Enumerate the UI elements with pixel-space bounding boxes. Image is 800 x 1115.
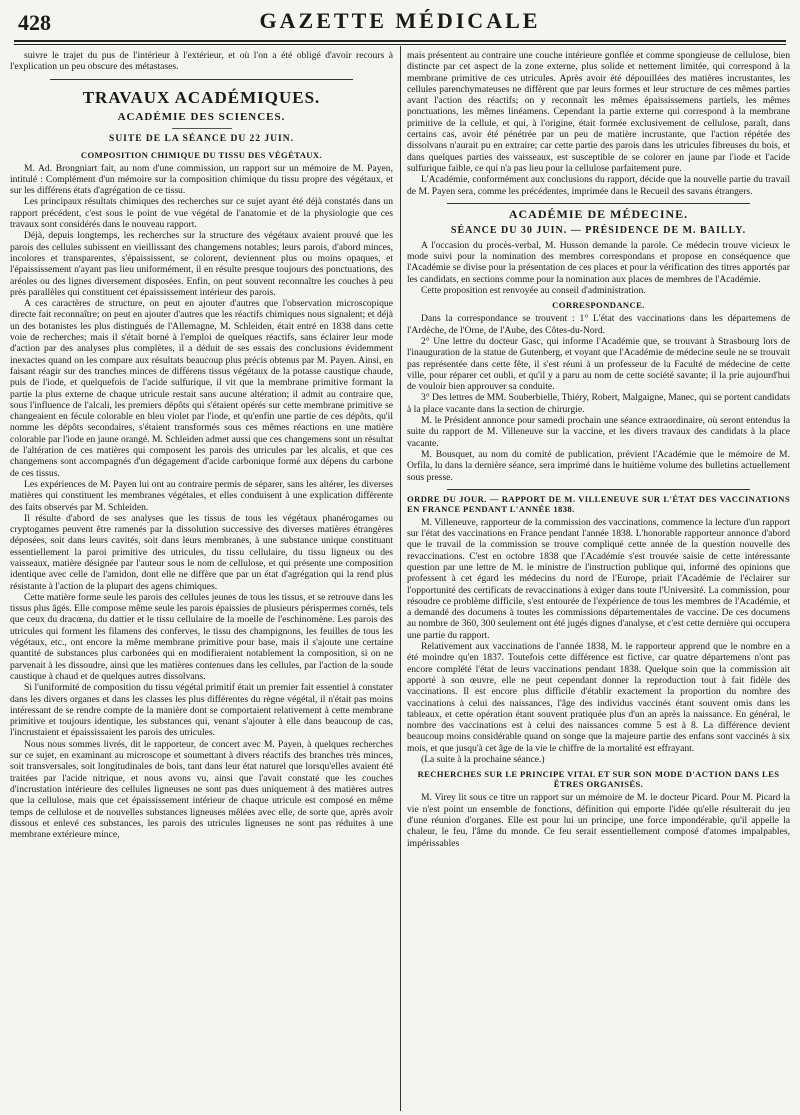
- paragraph: Les expériences de M. Payen lui ont au contraire permis de séparer, sans les altérer, les diverses matières qui constituent les membranes végétales, et elles conduisent à une explication différente des faits observés par M. Schleiden.: [10, 478, 393, 513]
- paragraph: M. Villeneuve, rapporteur de la commission des vaccinations, commence la lecture d'un rapport sur l'état des vaccinations en France pendant l'année 1838. L'honorable rapporteur annonce d'abord que le travail de la commission se trouve compliqué cette année de la question nouvelle des revaccinations. C'est en octobre 1838 que l'Académie s'est trouvée saisie de cette intéressante question par une lettre de M. le ministre de l'instruction publique qui, informé des opinions que professent à cet égard les médecins du nord de l'Europe, priait l'Académie de l'éclairer sur l'opportunité des certificats de revaccinations à exiger dans toute l'Université. La commission, pour résoudre ce problème difficile, s'est entourée de l'expérience de tous les membres de l'Académie, et a demandé des documens à toutes les commissions départementales de vaccine. De ces documens au nombre de 360, 300 seulement ont été jugés dignes d'analyse, et c'est cette dernière qui occupera une partie du rapport.: [407, 516, 790, 641]
- paragraph: Dans la correspondance se trouvent : 1° L'état des vaccinations dans les départemens de l'Ardèche, de l'Orne, de l'Aube, des Côtes-du-Nord.: [407, 313, 790, 336]
- paragraph: Si l'uniformité de composition du tissu végétal primitif était un premier fait essentiel à constater dans les divers organes et dans les classes les plus différentes du règne végétal, il n'était pas moins intéressant de se rendre compte de la manière dont se comportaient relativement à cette membrane primitive et toujours identique, les substances qui, venant s'ajouter à elle dans beaucoup de cas, l'incrustaient et épaississaient les parois des utricules.: [10, 682, 393, 739]
- page-header: [14, 6, 786, 40]
- paragraph: A ces caractères de structure, on peut en ajouter d'autres que l'observation microscopique directe fait reconnaître; on peut en ajouter d'autres que les réactifs chimiques nous signalent; et déjà un des botanistes les plus distingués de l'Allemagne, M. Schleiden, était entré en 1838 dans cette voie de recherches; mais il s'était borné à l'emploi de quelques réactifs, sans éclairer leur mode d'action par des analyses plus complètes, il a déduit de ses essais des conclusions évidemment inexactes quand on les compare aux résultats beaucoup plus précis obtenus par M. Payen. Ainsi, en faisant réagir sur des tranches minces de différens tissus végétaux de la potasse caustique chaude, puis de l'iode, et quelquefois de l'acide sulfurique, il vit que la membrane primitive formant la partie la plus externe de chaque utricule restait sans aucune altération; il admit au contraire que, sous l'influence de l'alcali, les premiers dépôts qui s'étaient opérés sur cette membrane primitive se changeaient en fécule colorable en bleu violet par l'iode, et qu'enfin une partie de ces dépôts, qu'il nomme les dépôts secondaires, s'étaient transformés sous ces mêmes réactions en une matière colorable par l'iode en jaune orangé. M. Schleiden admet aussi que ces changemens sont un résultat de l'altération de ces matières qui composent les parois des utricules par les alcalis, et que ces changemens sont accompagnés d'un dégagement d'acide carbonique formé aux dépens du carbone de ces tissus.: [10, 298, 393, 479]
- topic-heading: COMPOSITION CHIMIQUE DU TISSU DES VÉGÉTAUX.: [80, 149, 323, 160]
- paragraph: 2° Une lettre du docteur Gasc, qui informe l'Académie que, se trouvant à Strasbourg lors de l'inauguration de la statue de Gutenberg, et voyant que l'Académie de médecine seule ne se trouvait pas représentée dans cette fête, il s'est réuni à un professeur de la Faculté de médecine de cette ville, pour réparer cet oubli, et qu'il y a paru au nom de cette société savante; il la prie aujourd'hui de vouloir bien approuver sa conduite.: [407, 335, 790, 393]
- paragraph: M. Ad. Brongniart fait, au nom d'une commission, un rapport sur un mémoire de M. Payen, intitulé : Complément d'un mémoire sur la composition chimique du tissu propre des végétaux, et sur les différens états d'agrégation de ce tissu.: [10, 162, 393, 197]
- right-column: [407, 50, 790, 849]
- section-title: TRAVAUX ACADÉMIQUES.: [82, 87, 321, 107]
- section-separator: [50, 79, 353, 80]
- academy-heading: ACADÉMIE DES SCIENCES.: [117, 110, 286, 123]
- paragraph: M. Bousquet, au nom du comité de publication, prévient l'Académie que le mémoire de M. Orfila, lu dans la dernière séance, sera imprimé dans le huitième volume des bulletins actuellement sous presse.: [407, 448, 790, 483]
- paragraph: mais présentent au contraire une couche intérieure gonflée et comme spongieuse de cellulose, bien distincte par cet aspect de la zone externe, plus solide et nettement limitée, qui correspond à la membrane primitive de ces utricules. Après avoir été dépouillées des matières incrustantes, les cellules parenchymateuses ne diffèrent que par leurs formes et leur structure de ces mêmes parties avant l'action des réactifs; on y reconnaît les mêmes épaississemens partiels, les mêmes ponctuations, les mêmes linéamens. Cependant la partie externe qui correspond à la membrane primitive de la cellule, et qui, à l'origine, était formée exclusivement de cellulose, paraît, dans certains cas, avoir été pénétrée par un peu de matière incrustante, que l'action répétée des dissolvans n'aurait pu en extraire; car cette partie des parois dans les utricules fibreuses du bois, et dans quelques parties des vaisseaux, est susceptible de se colorer en jaune par l'iode et l'acide sulfurique faible, ce qui n'a pas lieu pour la cellulose parfaitement pure.: [407, 50, 790, 174]
- intro-paragraph: suivre le trajet du pus de l'intérieur à l'extérieur, et où l'on a été obligé d'avoir recours à l'explication un peu obscure des métastases.: [10, 50, 393, 73]
- research-heading: RECHERCHES SUR LE PRINCIPE VITAL ET SUR SON MODE D'ACTION DANS LES ÊTRES ORGANISÉS.: [417, 769, 780, 790]
- paragraph: M. le Président annonce pour samedi prochain une séance extraordinaire, où seront entendus la suite du rapport de M. Villeneuve sur la vaccine, et les divers travaux des candidats à la place vacante.: [407, 415, 790, 449]
- section-separator: [447, 489, 750, 490]
- heading-rule: [172, 128, 232, 129]
- page-number: 428: [18, 10, 51, 35]
- section-separator: [447, 203, 750, 204]
- academy-heading: ACADÉMIE DE MÉDECINE.: [508, 206, 689, 221]
- paragraph: A l'occasion du procès-verbal, M. Husson demande la parole. Ce médecin trouve vicieux le mode suivi pour la nomination des membres correspondans et propose en conséquence que l'Académie se divise pour la présentation de ces places et pour la vérification des titres apportés par les candidats, en sections comme pour la nomination aux places de membres de l'Académie.: [407, 239, 790, 285]
- paragraph: (La suite à la prochaine séance.): [421, 754, 545, 766]
- column-divider: [400, 46, 401, 1111]
- session-heading: SUITE DE LA SÉANCE DU 22 JUIN.: [109, 133, 294, 144]
- paragraph: M. Virey lit sous ce titre un rapport sur un mémoire de M. le docteur Picard. Pour M. Picard la vie n'est point un ensemble de fonctions, définition qui emporte l'idée qu'elle résulterait du jeu d'une réunion d'organes. Elle est pour lui un principe, une force impondérable, qu'il appelle la chaleur, le feu, l'âme du monde. Ce feu serait essentiellement composé d'atomes impalpables, impérissables: [407, 792, 790, 849]
- paragraph: L'Académie, conformément aux conclusions du rapport, décide que la nouvelle partie du travail de M. Payen sera, comme les précédentes, imprimée dans le Recueil des savans étrangers.: [407, 174, 790, 197]
- correspondance-heading: CORRESPONDANCE.: [552, 300, 645, 311]
- paragraph: Cette proposition est renvoyée au conseil d'administration.: [421, 285, 646, 297]
- order-heading: ORDRE DU JOUR. — RAPPORT DE M. VILLENEUVE SUR L'ÉTAT DES VACCINATIONS EN FRANCE PENDANT L'ANNÉE 1838.: [407, 493, 790, 514]
- paragraph: Déjà, depuis longtemps, les recherches sur la structure des végétaux avaient prouvé que les parois des cellules subissent en vieillissant des changemens notables; leurs parois, d'abord minces, incolores et transparentes, s'épaississent, se colorent, deviennent plus ou moins opaques, et l'épaississement n'ayant pas lieu uniformément, il en résulte presque toujours des ponctuations, des aréoles ou des lignes diversement disposées. Enfin, on peut souvent reconnaître les couches à peu près parallèles qui constituent cet épaississement intérieur des parois.: [10, 230, 393, 298]
- header-rule: [14, 40, 786, 42]
- journal-title: GAZETTE MÉDICALE: [259, 8, 541, 33]
- paragraph: Les principaux résultats chimiques des recherches sur ce sujet ayant été déjà constatés dans un rapport précédent, c'est sous le point de vue végétal de l'anatomie et de la physiologie que ces travaux sont considérés dans le nouveau rapport.: [10, 196, 393, 231]
- left-column: [10, 50, 393, 840]
- header-rule-thin: [14, 44, 786, 45]
- paragraph: 3° Des lettres de MM. Souberbielle, Thiéry, Robert, Malgaigne, Manec, qui se portent candidats à la place vacante dans la section de chirurgie.: [407, 392, 790, 415]
- paragraph: Nous nous sommes livrés, dit le rapporteur, de concert avec M. Payen, à quelques recherches sur ce sujet, en examinant au microscope et soumettant à divers réactifs des branches très minces, soit transversales, soit longitudinales de bois, tant dans leur état naturel que lorsqu'elles avaient été traitées par l'acide nitrique, et nous avons vu, ainsi que l'avait constaté que les couches d'incrustation intérieure des cellules ligneuses ne sont pas dues uniquement à des matières autres que la cellulose, mais que cet épaississement intérieur de chaque utricule est composé en même temps de cellulose et de nouvelles substances ligneuses mêlées avec elle, de sorte que, après avoir dissous et enlevé ces substances, les parois des utricules ligneuses ne sont pas réduites à une membrane extérieure mince,: [10, 738, 393, 841]
- paragraph: Cette matière forme seule les parois des cellules jeunes de tous les tissus, et se retrouve dans les tissus plus âgés. Elle compose même seule les parois épaissies de plusieurs périspermes cornés, tels que ceux du dracœna, du dattier et le tissu cellulaire de la moelle de l'eschinomène. Les parois des utricules qui forment les filamens des conferves, le tissu des champignons, les feuilles de tous les végétaux, etc., ont encore la même membrane primitive pour base, mais il s'ajoute une certaine quantité de substances plus carbonées qui en modifieraient notablement la composition, si on ne parvenait à les dissoudre, ainsi que les matières contenues dans les cellules, par l'action de la soude caustique à chaud et de quelques autres dissolvans.: [10, 591, 393, 682]
- paragraph: Relativement aux vaccinations de l'année 1838, M. le rapporteur apprend que le nombre en a été moindre qu'en 1837. Toutefois cette différence est fictive, car quatre départemens n'ont pas encore complété l'état de leurs vaccinations pendant 1838. Quelque soin que la commission ait apporté à son œuvre, elle ne peut cependant donner la reproduction tout à fait fidèle des vaccinations. Il est encore plus difficile d'établir exactement la proportion du nombre des vaccinations à celui des naissances, l'âge des individus vaccinés étant souvent omis dans les tableaux, et cette opération étant souvent pratiquée plus d'un an après la naissance. En général, le nombre des vaccinations est à celui des naissances comme 5 est à 8. La différence devient beaucoup moins considérable quand on songe que la majeure partie des enfans sont vaccinés à six mois, et que jusqu'à cet âge de la vie le chiffre de la mortalité est effrayant.: [407, 641, 790, 754]
- session-heading: SÉANCE DU 30 JUIN. — PRÉSIDENCE DE M. BAILLY.: [450, 224, 747, 236]
- paragraph: Il résulte d'abord de ses analyses que les tissus de tous les végétaux phanérogames ou cryptogames peuvent être ramenés par la dissolution successive des diverses matières étrangères déposées, soit dans leurs cavités, soit dans leurs membranes, à une substance unique constituant essentiellement la paroi primitive des utricules, du tissu cellulaire, du tissu ligneux ou des vaisseaux, matière désignée par l'auteur sous le nom de cellulose, et qui présente une composition identique avec celle de l'amidon, dont elle ne diffère que par un état d'agrégation qui la rend plus résistante à l'action de la plupart des agens chimiques.: [10, 512, 393, 592]
